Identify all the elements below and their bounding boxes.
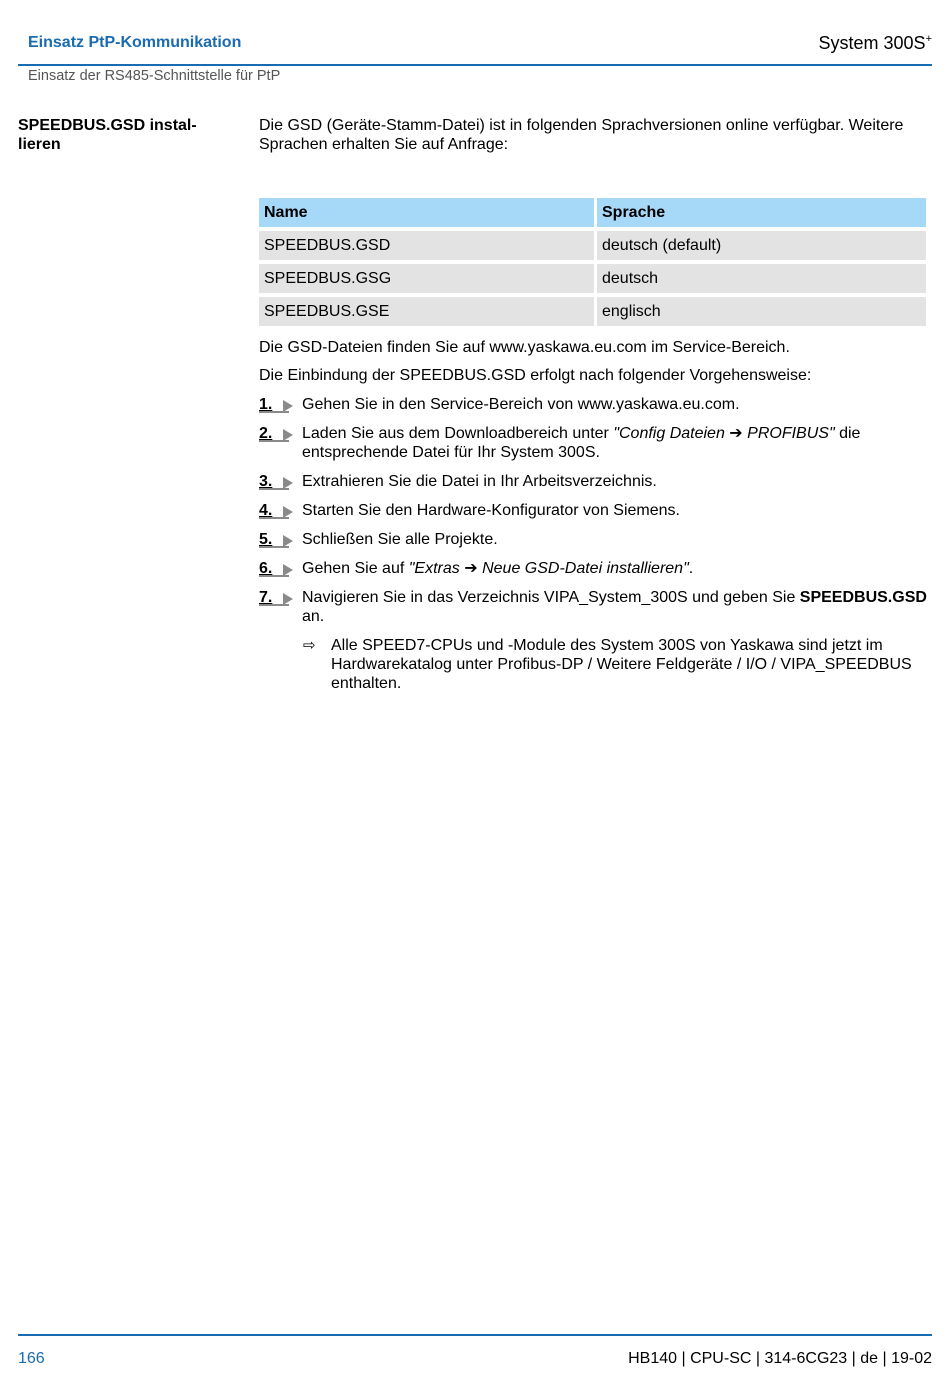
step-number: 1. [259, 396, 273, 413]
step-item [259, 559, 932, 578]
menu-path-config: "Config Dateien [613, 425, 725, 442]
step-item [259, 588, 932, 626]
step-number: 6. [259, 560, 273, 577]
step-item [259, 395, 932, 414]
product-name [819, 33, 933, 54]
step-text [302, 589, 927, 625]
step-text: Starten Sie den Hardware-Konfigurator von Siemens. [302, 502, 680, 519]
result-note [259, 636, 932, 693]
subsection-title: Einsatz der RS485-Schnittstelle für PtP [28, 68, 281, 84]
step-underline [259, 411, 289, 413]
step-item [259, 472, 932, 491]
step-number: 2. [259, 425, 273, 442]
menu-path-install-gsd: Neue GSD-Datei installieren" [477, 560, 689, 577]
step-text-post: die entsprechende Datei für Ihr System 300S. [302, 425, 861, 461]
intro-paragraph: Die GSD (Geräte-Stamm-Datei) ist in folgenden Sprachversionen online verfügbar. Weitere Sprachen erhalten Sie auf Anfrage: [259, 117, 904, 153]
step-text-pre: Laden Sie aus dem Downloadbereich unter [302, 425, 614, 442]
product-label: System 300S [818, 33, 926, 53]
gsd-location-paragraph: Die GSD-Dateien finden Sie auf www.yaskawa.eu.com im Service-Bereich. [259, 339, 790, 356]
procedure-steps [259, 395, 932, 626]
table-header-name: Name [259, 198, 594, 227]
step-underline [259, 440, 289, 442]
table-cell-name: SPEEDBUS.GSE [259, 297, 594, 326]
table-cell-language: deutsch (default) [597, 231, 926, 260]
main-content [259, 116, 932, 693]
procedure-intro-paragraph: Die Einbindung der SPEEDBUS.GSD erfolgt nach folgender Vorgehensweise: [259, 367, 812, 384]
table-header-language: Sprache [597, 198, 926, 227]
menu-path-profibus: PROFIBUS" [742, 425, 835, 442]
product-superscript: + [925, 33, 932, 45]
step-text: Schließen Sie alle Projekte. [302, 531, 498, 548]
page-number: 166 [18, 1350, 45, 1367]
step-text: Extrahieren Sie die Datei in Ihr Arbeitsverzeichnis. [302, 473, 657, 490]
step-underline [259, 517, 289, 519]
footer-rule [18, 1334, 932, 1336]
step-number: 5. [259, 531, 273, 548]
step-underline [259, 575, 289, 577]
table-row [259, 297, 926, 326]
step-text-post: . [688, 560, 694, 577]
header-rule [18, 64, 932, 66]
step-item [259, 424, 932, 462]
table-row [259, 264, 926, 293]
step-text: Gehen Sie in den Service-Bereich von www.yaskawa.eu.com. [302, 396, 740, 413]
gsd-table [256, 194, 929, 330]
step-text [302, 560, 693, 577]
step-underline [259, 488, 289, 490]
step-number: 7. [259, 589, 273, 606]
table-cell-language: englisch [597, 297, 926, 326]
step-item [259, 501, 932, 520]
section-title: Einsatz PtP-Kommunikation [28, 34, 242, 51]
table-cell-name: SPEEDBUS.GSG [259, 264, 594, 293]
document-info: HB140 | CPU-SC | 314-6CG23 | de | 19-02 [628, 1350, 932, 1367]
step-number: 4. [259, 502, 273, 519]
gsd-filename: SPEEDBUS.GSD [799, 589, 927, 606]
table-header-row [259, 198, 926, 227]
menu-path-extras: "Extras [408, 560, 460, 577]
table-cell-language: deutsch [597, 264, 926, 293]
step-text [302, 425, 860, 461]
table-row [259, 231, 926, 260]
table-cell-name: SPEEDBUS.GSD [259, 231, 594, 260]
step-text-pre: Navigieren Sie in das Verzeichnis VIPA_System_300S und geben Sie [302, 589, 800, 606]
menu-path-arrow-icon: ➔ [729, 425, 743, 442]
step-underline [259, 604, 289, 606]
result-arrow-icon: ⇨ [303, 637, 316, 654]
step-text-pre: Gehen Sie auf [302, 560, 409, 577]
step-text-post: an. [302, 608, 325, 625]
side-heading: SPEEDBUS.GSD instal- lieren [18, 117, 197, 153]
step-item [259, 530, 932, 549]
menu-path-arrow-icon: ➔ [464, 560, 478, 577]
result-text: Alle SPEED7-CPUs und -Module des System 300S von Yaskawa sind jetzt im Hardwarekatalog unter Profibus-DP / Weitere Feldgeräte / I/O / VIPA_SPEEDBUS enthalten. [331, 637, 912, 692]
step-number: 3. [259, 473, 273, 490]
step-underline [259, 546, 289, 548]
